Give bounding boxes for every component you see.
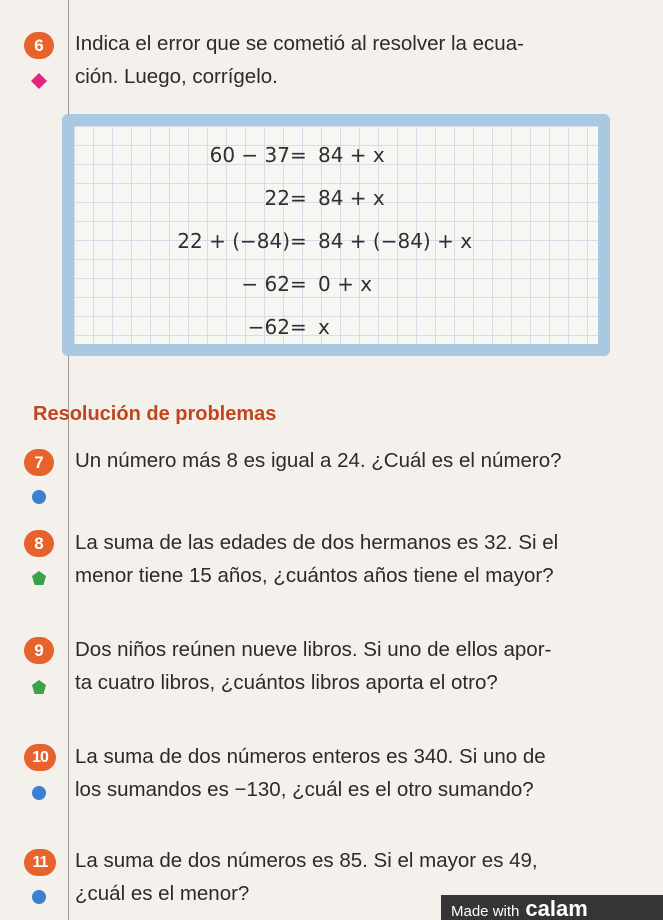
equation-right: 0 + x — [318, 272, 373, 296]
watermark-banner[interactable] — [441, 895, 663, 920]
problem-10-statement — [75, 740, 655, 806]
statement-line: ción. Luego, corrígelo. — [75, 65, 278, 88]
equation-right: 84 + x — [318, 186, 385, 210]
equals-sign: = — [290, 272, 307, 296]
circle-icon — [32, 786, 46, 800]
exercise-number-badge: 8 — [24, 530, 54, 557]
statement-line: ¿cuál es el menor? — [75, 882, 250, 905]
pentagon-icon — [32, 571, 46, 585]
equation-left: 22 + (−84) — [177, 229, 290, 253]
problem-7-statement — [75, 444, 655, 477]
equation-right: x — [318, 315, 330, 339]
circle-icon — [32, 490, 46, 504]
statement-line: Dos niños reúnen nueve libros. Si uno de ellos apor- — [75, 638, 552, 661]
equation-left: 60 − 37 — [209, 143, 290, 167]
equation-left: − 62 — [241, 272, 290, 296]
statement-line: La suma de dos números enteros es 340. Si uno de — [75, 745, 546, 768]
circle-icon — [32, 890, 46, 904]
statement-line: Indica el error que se cometió al resolver la ecua- — [75, 32, 524, 55]
exercise-number-badge: 6 — [24, 32, 54, 59]
problem-9-statement — [75, 633, 655, 699]
statement-line: Un número más 8 es igual a 24. ¿Cuál es el número? — [75, 449, 562, 472]
statement-line: La suma de dos números es 85. Si el mayor es 49, — [75, 849, 538, 872]
equals-sign: = — [290, 186, 307, 210]
statement-line: los sumandos es −130, ¿cuál es el otro sumando? — [75, 778, 534, 801]
equation-right: 84 + (−84) + x — [318, 229, 473, 253]
exercise-number-badge: 9 — [24, 637, 54, 664]
exercise-number-badge: 7 — [24, 449, 54, 476]
statement-line: ta cuatro libros, ¿cuántos libros aporta el otro? — [75, 671, 498, 694]
watermark-prefix: Made with — [451, 903, 520, 920]
diamond-icon — [31, 73, 47, 89]
equation-left: 22 — [264, 186, 290, 210]
equation-right: 84 + x — [318, 143, 385, 167]
pentagon-icon — [32, 680, 46, 694]
equals-sign: = — [290, 315, 307, 339]
watermark-brand: calam — [525, 896, 588, 920]
problem-8-statement — [75, 526, 655, 592]
equals-sign: = — [290, 229, 307, 253]
statement-line: menor tiene 15 años, ¿cuántos años tiene el mayor? — [75, 564, 554, 587]
exercise-number-badge: 11 — [24, 849, 56, 876]
section-title: Resolución de problemas — [33, 403, 277, 425]
statement-line: La suma de las edades de dos hermanos es 32. Si el — [75, 531, 559, 554]
exercise-number-badge: 10 — [24, 744, 56, 771]
exercise-6-statement — [75, 27, 655, 93]
equals-sign: = — [290, 143, 307, 167]
equation-left: −62 — [247, 315, 290, 339]
